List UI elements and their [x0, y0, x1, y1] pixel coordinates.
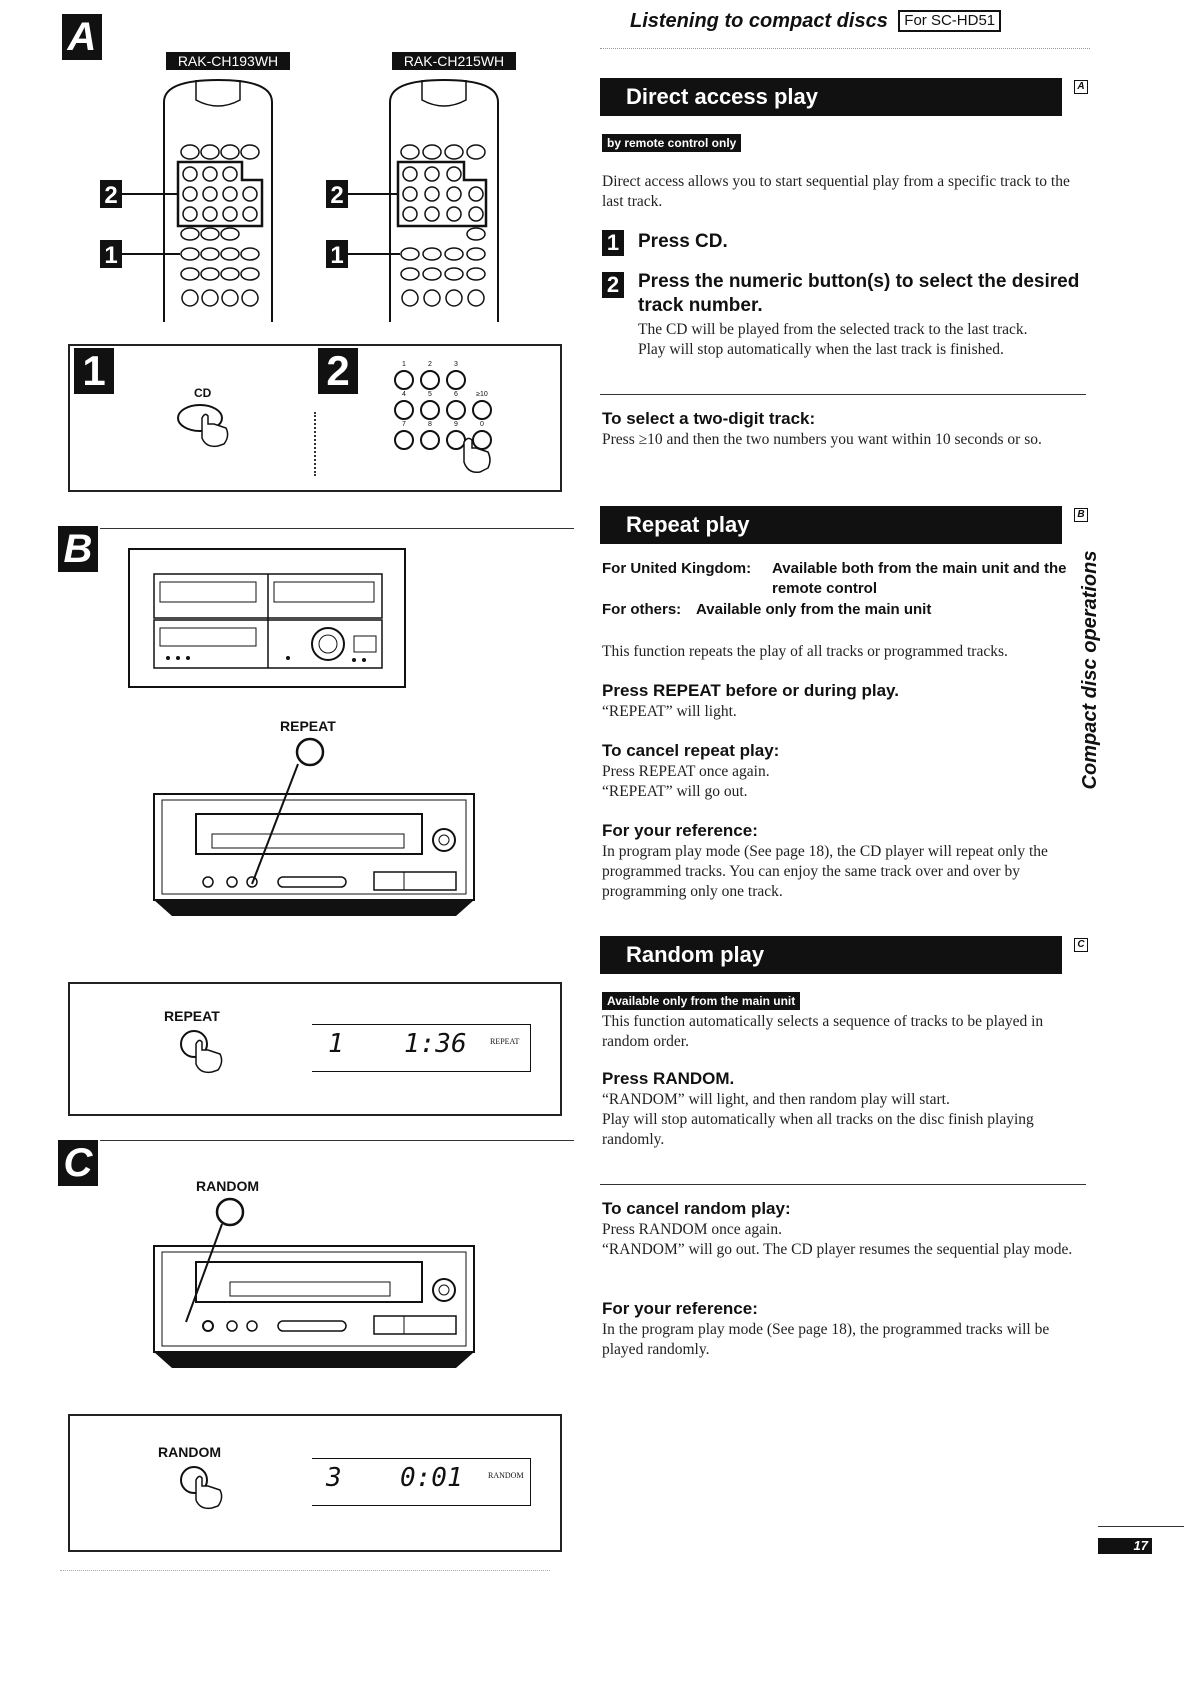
svg-text:5: 5: [428, 391, 432, 398]
svg-text:2: 2: [104, 182, 118, 209]
direct-step2-text: Press the numeric button(s) to select the desired track number.: [638, 271, 1080, 316]
cd-button-press-icon: [176, 400, 242, 452]
random-button-label-2: RANDOM: [158, 1444, 221, 1460]
repeat-press-heading: Press REPEAT before or during play.: [602, 681, 899, 700]
repeat-cancel-body1: Press REPEAT once again.: [602, 763, 770, 780]
repeat-press-body: “REPEAT” will light.: [602, 703, 737, 720]
numeric-keypad-illustration: [384, 356, 514, 480]
step1-marker: 1: [74, 348, 114, 394]
repeat-button-label-2: REPEAT: [164, 1008, 220, 1024]
direct-step2-note2: Play will stop automatically when the last track is finished.: [638, 341, 1004, 358]
repeat-lcd-display: [312, 1024, 531, 1072]
random-play-corner: C: [1074, 938, 1088, 952]
svg-text:8: 8: [428, 421, 432, 428]
step2-marker: 2: [318, 348, 358, 394]
page-number: [1098, 1538, 1152, 1554]
direct-access-corner: A: [1074, 80, 1088, 94]
cd-player-random-illustration: [148, 1196, 484, 1380]
two-digit-body: Press ≥10 and then the two numbers you want within 10 seconds or so.: [602, 431, 1042, 448]
repeat-button-press-icon: [178, 1028, 234, 1080]
repeat-cancel-body2: “REPEAT” will go out.: [602, 783, 748, 800]
svg-text:1: 1: [402, 361, 406, 368]
repeat-elapsed-time: 1:36: [404, 1029, 467, 1059]
random-indicator: RANDOM: [488, 1471, 524, 1480]
section-a-marker: A: [62, 14, 102, 60]
svg-text:0: 0: [480, 421, 484, 428]
random-rule: [600, 1184, 1086, 1185]
svg-text:≥10: ≥10: [476, 391, 488, 398]
repeat-reference-body: In program play mode (See page 18), the CD player will repeat only the programmed tracks. You can enjoy the same track over and over by programming only one track.: [602, 843, 1048, 900]
random-intro: This function automatically selects a sequence of tracks to be played in random order.: [602, 1013, 1044, 1050]
repeat-track-number: 1: [328, 1029, 344, 1059]
direct-intro: Direct access allows you to start sequential play from a specific track to the last track.: [602, 173, 1070, 210]
svg-text:2: 2: [428, 361, 432, 368]
random-press-body2: Play will stop automatically when all tracks on the disc finish playing randomly.: [602, 1111, 1034, 1148]
uk-availability-text-2: remote control: [772, 580, 878, 597]
remote-control-illustration-1: [98, 72, 298, 322]
page-number-text: 17: [1133, 1538, 1148, 1553]
direct-step1-marker: 1: [602, 230, 624, 256]
two-digit-heading: To select a two-digit track:: [602, 409, 816, 428]
random-cancel-body2: “RANDOM” will go out. The CD player resumes the sequential play mode.: [602, 1241, 1073, 1258]
repeat-reference-heading: For your reference:: [602, 821, 758, 840]
direct-step2-note1: The CD will be played from the selected track to the last track.: [638, 321, 1028, 338]
random-cancel-body1: Press RANDOM once again.: [602, 1221, 782, 1238]
repeat-button-label: REPEAT: [280, 718, 336, 734]
section-c-rule: [100, 1140, 574, 1141]
remote-control-illustration-2: [324, 72, 524, 322]
random-cancel-heading: To cancel random play:: [602, 1199, 791, 1218]
svg-text:6: 6: [454, 391, 458, 398]
remote-only-tag: by remote control only: [602, 134, 741, 152]
bottom-dotted-line: [60, 1570, 550, 1571]
svg-text:2: 2: [330, 182, 344, 209]
random-track-number: 3: [326, 1463, 342, 1493]
page-title: Listening to compact discs: [630, 10, 888, 32]
page-number-rule: [1098, 1526, 1184, 1527]
remote2-model-label: RAK-CH215WH: [392, 52, 516, 70]
svg-text:9: 9: [454, 421, 458, 428]
repeat-intro: This function repeats the play of all tracks or programmed tracks.: [602, 643, 1008, 660]
model-tag: For SC-HD51: [898, 10, 1001, 32]
main-unit-only-tag: Available only from the main unit: [602, 992, 800, 1010]
random-press-body1: “RANDOM” will light, and then random play will start.: [602, 1091, 950, 1108]
random-reference-body: In the program play mode (See page 18), the programmed tracks will be played randomly.: [602, 1321, 1050, 1358]
direct-step2-marker: 2: [602, 272, 624, 298]
others-availability-text: Available only from the main unit: [696, 601, 932, 618]
cd-button-label: CD: [194, 386, 212, 400]
random-elapsed-time: 0:01: [400, 1463, 463, 1493]
repeat-play-header: Repeat play: [600, 506, 1062, 544]
direct-access-header: Direct access play: [600, 78, 1062, 116]
divider-dots: [314, 412, 316, 476]
random-play-header: Random play: [600, 936, 1062, 974]
random-button-press-icon: [178, 1464, 234, 1516]
random-reference-heading: For your reference:: [602, 1299, 758, 1318]
repeat-play-corner: B: [1074, 508, 1088, 522]
random-button-label: RANDOM: [196, 1178, 259, 1194]
random-press-heading: Press RANDOM.: [602, 1069, 735, 1088]
section-b-marker: B: [58, 526, 98, 572]
svg-text:1: 1: [104, 242, 118, 269]
random-lcd-display: [312, 1458, 531, 1506]
direct-step1-text: Press CD.: [638, 231, 728, 252]
cd-player-repeat-illustration: [148, 736, 484, 928]
uk-availability-label: For United Kingdom:: [602, 560, 752, 577]
section-b-rule: [100, 528, 574, 529]
header-underline: [600, 48, 1090, 49]
section-c-marker: C: [58, 1140, 98, 1186]
svg-text:4: 4: [402, 391, 406, 398]
repeat-indicator: REPEAT: [490, 1037, 520, 1046]
side-section-label: Compact disc operations: [1079, 550, 1101, 790]
page-header: [630, 6, 1030, 40]
uk-availability-text: Available both from the main unit and the: [772, 560, 1067, 577]
remote1-model-label: RAK-CH193WH: [166, 52, 290, 70]
svg-text:7: 7: [402, 421, 406, 428]
stereo-system-illustration: [128, 548, 408, 690]
svg-text:3: 3: [454, 361, 458, 368]
direct-rule: [600, 394, 1086, 395]
svg-text:1: 1: [330, 242, 344, 269]
others-availability-label: For others:: [602, 601, 682, 618]
repeat-cancel-heading: To cancel repeat play:: [602, 741, 780, 760]
